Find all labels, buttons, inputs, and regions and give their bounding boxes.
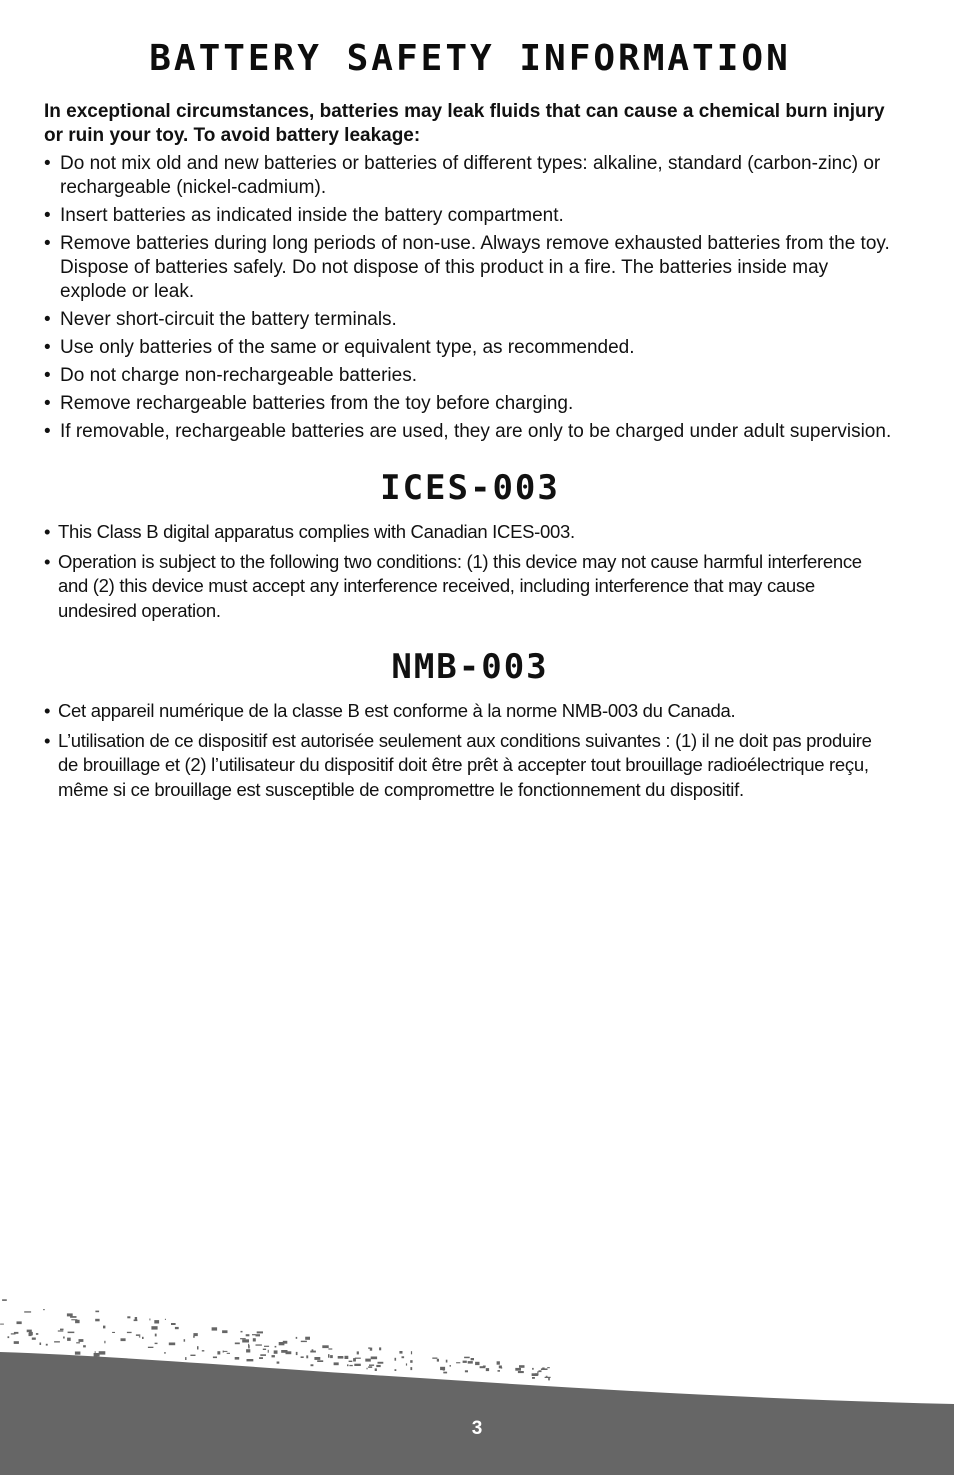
grunge-speckle <box>190 1355 195 1356</box>
grunge-speckle <box>498 1370 501 1372</box>
list-item: • If removable, rechargeable batteries are used, they are only to be charged under adult supervision. <box>44 421 892 442</box>
grunge-speckle <box>135 1317 137 1320</box>
grunge-speckle <box>464 1357 470 1359</box>
grunge-speckle <box>67 1338 71 1341</box>
grunge-speckle <box>342 1357 344 1358</box>
battery-intro: In exceptional circumstances, batteries may leak fluids that can cause a chemical burn injury or ruin your toy. To avoid battery leakage: <box>44 101 885 146</box>
grunge-speckle <box>268 1350 269 1353</box>
footer-grunge-band <box>0 1296 954 1475</box>
grunge-speckle <box>248 1344 249 1347</box>
grunge-speckle <box>395 1358 397 1361</box>
grunge-speckle <box>328 1354 330 1358</box>
grunge-speckle <box>8 1336 10 1338</box>
grunge-speckle <box>334 1362 339 1365</box>
grunge-speckle <box>263 1349 266 1350</box>
grunge-speckle <box>75 1352 81 1355</box>
grunge-speckle <box>311 1364 314 1366</box>
grunge-speckle <box>354 1364 361 1366</box>
grunge-speckle <box>345 1356 349 1359</box>
grunge-speckle <box>314 1357 320 1360</box>
grunge-speckle <box>328 1348 332 1349</box>
grunge-speckle <box>542 1368 544 1369</box>
grunge-speckle <box>136 1334 140 1336</box>
grunge-speckle <box>274 1350 278 1353</box>
grunge-speckle <box>63 1337 65 1339</box>
grunge-speckle <box>142 1337 144 1339</box>
grunge-speckle <box>548 1378 550 1381</box>
grunge-speckle <box>305 1337 310 1340</box>
grunge-speckle <box>223 1351 228 1352</box>
grunge-speckle <box>456 1362 460 1363</box>
grunge-speckle <box>67 1313 73 1316</box>
grunge-speckle <box>95 1319 99 1322</box>
grunge-speckle <box>79 1339 84 1342</box>
list-item: • Do not charge non-rechargeable batteries. <box>44 365 418 386</box>
list-item: • Never short-circuit the battery terminals. <box>44 309 397 330</box>
grunge-speckle <box>17 1321 22 1324</box>
grunge-speckle <box>317 1360 323 1362</box>
grunge-speckle <box>127 1316 130 1318</box>
grunge-speckle <box>257 1331 263 1333</box>
grunge-speckle <box>368 1366 372 1368</box>
grunge-speckle <box>247 1359 254 1361</box>
grunge-speckle <box>95 1352 97 1353</box>
grunge-speckle <box>465 1370 468 1372</box>
grunge-speckle <box>443 1372 447 1374</box>
grunge-speckle <box>217 1351 220 1354</box>
grunge-speckle <box>112 1332 115 1333</box>
grunge-speckle <box>411 1351 412 1354</box>
grunge-speckle <box>256 1334 261 1336</box>
grunge-speckle <box>432 1358 437 1359</box>
grunge-speckle <box>222 1330 227 1333</box>
battery-list <box>44 152 896 444</box>
grunge-speckle <box>532 1377 535 1379</box>
grunge-speckle <box>95 1311 99 1313</box>
grunge-speckle <box>296 1337 298 1339</box>
list-item: • L’utilisation de ce dispositif est autorisée seulement aux conditions suivantes : (1) il ne doit pas produire de brouillage et (2) l’utilisateur du dispositif doit être prêt à accepter tout brouillage radioélectrique reçu, même si ce brouillage est susceptible de compromettre le fonctionnement du dispositif. <box>44 729 872 800</box>
grunge-speckle <box>227 1353 230 1354</box>
page-number: 3 <box>471 1418 483 1439</box>
grunge-speckle <box>272 1355 275 1357</box>
grunge-speckle <box>347 1364 349 1366</box>
grunge-speckle <box>246 1334 250 1336</box>
grunge-speckle <box>546 1376 548 1377</box>
grunge-speckle <box>36 1333 38 1335</box>
grunge-speckle <box>402 1356 405 1358</box>
grunge-speckle <box>440 1367 445 1370</box>
grunge-speckle <box>376 1365 380 1367</box>
grunge-speckle <box>103 1326 105 1329</box>
grunge-speckle <box>240 1338 246 1339</box>
grunge-speckle <box>446 1360 448 1363</box>
grunge-speckle <box>213 1357 217 1359</box>
grunge-speckle <box>14 1341 19 1344</box>
grunge-speckle <box>355 1358 361 1359</box>
grunge-speckle <box>532 1368 534 1370</box>
grunge-speckle <box>2 1299 7 1301</box>
grunge-speckle <box>0 1324 4 1325</box>
grunge-speckle <box>306 1355 308 1358</box>
grunge-speckle <box>83 1345 86 1347</box>
grunge-speckle <box>175 1327 179 1329</box>
grunge-speckle <box>330 1355 333 1358</box>
grunge-speckle <box>60 1329 64 1331</box>
grunge-speckle <box>165 1319 166 1320</box>
grunge-speckle <box>235 1357 240 1360</box>
grunge-speckle <box>395 1369 397 1371</box>
grunge-speckle <box>368 1347 370 1348</box>
grunge-speckle <box>121 1338 126 1341</box>
grunge-speckle <box>202 1350 205 1351</box>
grunge-speckle <box>127 1332 132 1333</box>
list-item: • Operation is subject to the following two conditions: (1) this device may not cause harmful interference and (2) this device must accept any interference received, including interference that may cause undesired operation. <box>44 550 862 621</box>
grunge-speckle <box>410 1367 412 1370</box>
grunge-speckle <box>365 1359 371 1362</box>
grunge-speckle <box>301 1356 304 1358</box>
grunge-speckle <box>463 1361 467 1363</box>
grunge-speckle <box>242 1339 249 1342</box>
grunge-speckle <box>264 1346 269 1347</box>
grunge-speckle <box>283 1341 288 1344</box>
grunge-speckle <box>253 1338 256 1341</box>
grunge-speckle <box>151 1326 157 1329</box>
grunge-speckle <box>260 1354 266 1356</box>
grunge-speckle <box>497 1361 500 1364</box>
grunge-speckle <box>349 1361 353 1362</box>
grunge-speckle <box>410 1360 412 1363</box>
grunge-speckle <box>154 1320 159 1323</box>
grunge-speckle <box>58 1330 64 1331</box>
grunge-speckle <box>241 1331 243 1333</box>
grunge-speckle <box>155 1334 157 1337</box>
grunge-speckle <box>252 1334 256 1335</box>
grunge-speckle <box>475 1362 479 1365</box>
grunge-speckle <box>104 1341 105 1344</box>
grunge-speckle <box>155 1343 158 1344</box>
list-item: • Use only batteries of the same or equivalent type, as recommended. <box>44 337 635 358</box>
grunge-speckle <box>301 1341 307 1342</box>
grunge-speckle <box>14 1332 19 1334</box>
grunge-speckle <box>246 1349 250 1352</box>
grunge-speckle <box>357 1351 359 1354</box>
grunge-speckle <box>68 1332 75 1334</box>
grunge-speckle <box>378 1362 384 1364</box>
grunge-speckle <box>537 1371 538 1373</box>
nmb-title: NMB-003 <box>391 647 549 687</box>
grunge-speckle <box>406 1363 407 1365</box>
grunge-speckle <box>399 1351 402 1354</box>
grunge-speckle <box>193 1333 197 1336</box>
grunge-speckle <box>235 1343 240 1345</box>
list-item: • Cet appareil numérique de la classe B est conforme à la norme NMB-003 du Canada. <box>44 700 736 721</box>
list-item: • Remove rechargeable batteries from the toy before charging. <box>44 393 574 414</box>
list-item: • This Class B digital apparatus complies with Canadian ICES-003. <box>44 521 575 542</box>
grunge-speckle <box>94 1353 100 1357</box>
grunge-speckle <box>371 1357 377 1360</box>
grunge-speckle <box>40 1343 42 1346</box>
grunge-speckle <box>450 1365 452 1367</box>
grunge-speckle <box>471 1358 474 1360</box>
grunge-speckle <box>27 1330 32 1333</box>
grunge-speckle <box>184 1339 186 1342</box>
grunge-speckle <box>277 1362 280 1364</box>
grunge-speckle <box>256 1344 262 1345</box>
grunge-speckle <box>367 1368 368 1370</box>
grunge-speckle <box>99 1351 106 1354</box>
grunge-speckle <box>212 1327 218 1330</box>
grunge-speckle <box>545 1377 551 1378</box>
ices-list <box>44 520 896 623</box>
battery-safety-title: BATTERY SAFETY INFORMATION <box>149 38 791 79</box>
grunge-speckle <box>322 1345 328 1348</box>
grunge-speckle <box>547 1367 550 1368</box>
page-content <box>44 36 896 807</box>
grunge-speckle <box>139 1336 140 1337</box>
grunge-speckle <box>519 1365 525 1368</box>
ices-title: ICES-003 <box>380 468 560 508</box>
grunge-speckle <box>275 1346 277 1348</box>
grunge-speckle <box>164 1352 166 1353</box>
grunge-speckle <box>54 1341 60 1342</box>
grunge-speckle <box>515 1368 521 1371</box>
grunge-speckle <box>499 1366 502 1369</box>
list-item: • Do not mix old and new batteries or batteries of different types: alkaline, standard (carbon-zinc) or rechargeable (nickel-cadmium). <box>44 153 881 198</box>
grunge-speckle <box>486 1368 489 1371</box>
grunge-speckle <box>29 1333 32 1336</box>
grunge-speckle <box>539 1370 542 1372</box>
grunge-speckle <box>468 1361 473 1364</box>
grunge-speckle <box>148 1347 154 1348</box>
grunge-speckle <box>259 1357 263 1359</box>
grunge-speckle <box>379 1347 381 1350</box>
grunge-speckle <box>169 1343 175 1346</box>
grunge-speckle <box>480 1366 486 1368</box>
grunge-speckle <box>296 1352 298 1355</box>
list-item: • Insert batteries as indicated inside the battery compartment. <box>44 205 564 226</box>
grunge-speckle <box>149 1319 150 1321</box>
grunge-speckle <box>32 1338 36 1340</box>
grunge-speckle <box>46 1344 48 1346</box>
grunge-speckle <box>310 1351 316 1353</box>
list-item: • Remove batteries during long periods of non-use. Always remove exhausted batteries from the toy. Dispose of batteries safely. Do not dispose of this product in a fire. The batteries inside may explode or leak. <box>44 233 890 302</box>
grunge-speckle <box>75 1320 80 1323</box>
grunge-speckle <box>197 1346 199 1349</box>
grunge-speckle <box>76 1342 80 1343</box>
nmb-list <box>44 699 896 802</box>
grunge-speckle <box>437 1359 439 1362</box>
grunge-speckle <box>369 1365 374 1366</box>
grunge-speckle <box>349 1365 352 1366</box>
grunge-speckle <box>286 1351 292 1354</box>
grunge-speckle <box>532 1373 538 1376</box>
grunge-speckle <box>24 1311 31 1312</box>
grunge-speckle <box>185 1357 186 1360</box>
grunge-speckle <box>171 1323 176 1325</box>
grunge-speckle <box>43 1309 45 1310</box>
grunge-speckle <box>375 1368 377 1371</box>
grunge-speckle <box>518 1371 524 1373</box>
